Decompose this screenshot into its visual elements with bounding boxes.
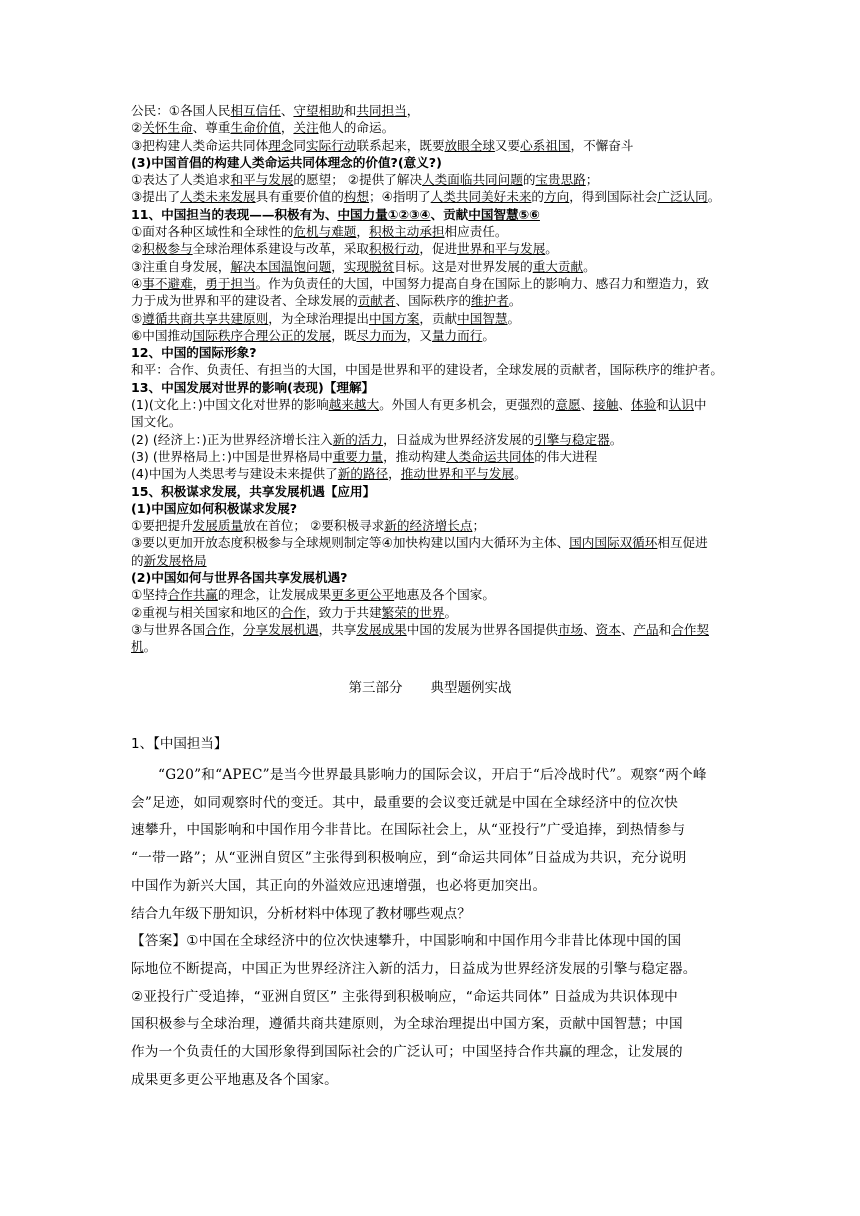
- underlined-keyword: 和平与发展: [230, 172, 294, 188]
- note-text: 。外国人有更多机会，更强烈的: [379, 397, 556, 413]
- note-text: (2) (经济上：)正为世界经济增长注入: [131, 431, 333, 447]
- note-line: [131, 119, 731, 136]
- note-text: ⑤: [131, 310, 143, 326]
- note-text: ；④指明了: [368, 189, 431, 205]
- notes-section: [131, 102, 731, 656]
- note-text: 。: [444, 604, 458, 620]
- underlined-keyword: 国际秩序合理公正的发展: [192, 327, 332, 343]
- note-text: ③与世界各国: [131, 621, 206, 637]
- note-text: 具有重要价值的: [255, 189, 344, 205]
- underlined-keyword: 勇于担当: [205, 275, 256, 291]
- material-line: “一带一路”；从“亚洲自贸区”主张得到积极响应，到“命运共同体”日益成为共识，充分说明: [131, 850, 687, 867]
- question-prompt: 结合九年级下册知识，分析材料中体现了教材哪些观点？: [131, 905, 471, 922]
- note-line: [131, 102, 731, 119]
- underlined-keyword: 发展质量: [192, 518, 244, 534]
- note-line: [131, 137, 731, 154]
- underlined-keyword: 共同担当: [356, 103, 407, 118]
- underlined-keyword: 新的路径: [337, 466, 389, 482]
- underlined-keyword: 量力而行: [431, 327, 483, 343]
- note-text: 。: [507, 310, 521, 326]
- note-text: 。: [545, 241, 558, 257]
- note-text: 他人的命运。: [318, 120, 395, 136]
- note-text: (2)中国如何与世界各国共享发展机遇?: [131, 570, 348, 586]
- note-text: 相应责任。: [444, 224, 508, 240]
- note-text: 的: [531, 189, 544, 205]
- underlined-keyword: 世界和平与发展: [457, 241, 546, 257]
- note-text: ，日益成为世界经济发展的: [383, 431, 535, 447]
- note-line: [131, 465, 731, 482]
- note-text: ③要以更加开放态度积极参与全球规则制定等④加快构建以国内大循环为主体、: [131, 535, 570, 551]
- note-text: ②: [131, 241, 143, 257]
- note-line: [131, 431, 731, 448]
- underlined-keyword: 维护者: [471, 293, 509, 309]
- note-text: ，: [192, 275, 206, 291]
- note-text: 同: [293, 137, 307, 153]
- note-text: 的愿望； ②提供了解决: [293, 172, 423, 188]
- underlined-keyword: 繁荣的世界: [381, 604, 445, 620]
- underlined-keyword: 分享发展机遇: [243, 621, 319, 637]
- underlined-keyword: 关注: [293, 120, 319, 136]
- note-text: ，: [331, 258, 344, 274]
- note-text: 中: [693, 397, 707, 413]
- underlined-keyword: 广泛认同: [657, 189, 708, 205]
- note-text: ①面对各种区域性和全球性的: [131, 224, 294, 240]
- note-text: (4)中国为人类思考与建设未来提供了: [131, 466, 338, 482]
- answer-line: 国积极参与全球治理，遵循共商共建原则，为全球治理提出中国方案，贡献中国智慧；中国: [131, 1016, 683, 1033]
- question-title: 1、【中国担当】: [131, 736, 228, 752]
- part-name: 典型题例实战: [430, 680, 512, 696]
- answer-line: 作为一个负责任的大国形象得到国际社会的广泛认可；中国坚持合作共赢的理念，让发展的: [131, 1044, 683, 1061]
- note-text: 的理念，让发展成果: [217, 587, 332, 603]
- note-text: 中国的发展为世界各国提供: [406, 621, 558, 637]
- note-text: (3) (世界格局上：)中国是世界格局中: [131, 448, 333, 464]
- underlined-keyword: 机: [131, 639, 144, 655]
- note-text: 联系起来，既要: [356, 137, 445, 153]
- underlined-keyword: 新的经济增长点: [384, 518, 473, 534]
- note-text: (1)(文化上：)中国文化对世界的影响: [131, 397, 329, 413]
- note-text: 15、积极谋求发展，共享发展机遇【应用】: [131, 483, 376, 499]
- underlined-keyword: 人类命运共同体: [446, 448, 535, 464]
- note-text: ⑥中国推动: [131, 327, 193, 343]
- underlined-keyword: 积极行动: [368, 241, 420, 257]
- note-text: ①坚持: [131, 587, 168, 603]
- material-line: 速攀升，中国影响和中国作用今非昔比。在国际社会上，从“亚投行”广受追捧，到热情参与: [131, 822, 686, 839]
- underlined-keyword: 中国方案: [368, 310, 420, 326]
- note-text: 。: [583, 258, 596, 274]
- note-text: 和平：合作、负责任、有担当的大国，中国是世界和平的建设者，全球发展的贡献者，国际秩序的维护者。: [131, 362, 723, 378]
- section-heading-line: [131, 344, 731, 361]
- note-text: 国文化。: [131, 414, 182, 430]
- note-text: 。: [514, 466, 527, 482]
- underlined-keyword: 理念: [268, 137, 294, 153]
- note-text: 12、中国的国际形象?: [131, 345, 257, 361]
- answer-line: 【答案】①中国在全球经济中的位次快速攀升，中国影响和中国作用今非昔比体现中国的国: [131, 933, 682, 950]
- underlined-keyword: 更多更公平: [331, 587, 395, 603]
- section-heading-line: [131, 154, 731, 171]
- underlined-keyword: 实际行动: [306, 137, 357, 153]
- note-line: [131, 604, 731, 621]
- note-text: ，不懈奋斗: [570, 137, 634, 153]
- note-line: [131, 223, 731, 240]
- note-text: (3)中国首倡的构建人类命运共同体理念的价值?(意义?): [131, 154, 442, 170]
- note-text: 。作为负责任的大国，中国努力提高自身在国际上的影响力、感召力和塑造力，致: [255, 275, 710, 291]
- note-line: [131, 586, 731, 603]
- note-text: 。: [482, 327, 495, 343]
- note-text: ；: [585, 172, 599, 188]
- underlined-keyword: 积极主动承担: [368, 224, 445, 240]
- note-text: 全球治理体系建设与改革，采取: [192, 241, 369, 257]
- underlined-keyword: 人类未来发展: [180, 189, 256, 205]
- part-three-heading: [0, 679, 860, 697]
- note-text: 、: [580, 397, 594, 413]
- underlined-keyword: 合作: [205, 621, 231, 637]
- note-text: 、尊重: [192, 120, 231, 136]
- note-text: ，促进: [419, 241, 458, 257]
- note-line: [131, 534, 731, 551]
- material-line: “G20”和“APEC”是当今世界最具影响力的国际会议，开启于“后冷战时代”。观察“两个峰: [158, 767, 707, 783]
- underlined-keyword: 人类面临共同问题: [422, 172, 523, 188]
- note-line: [131, 258, 731, 275]
- section-heading-line: [131, 500, 731, 517]
- underlined-keyword: 贡献者: [357, 293, 396, 309]
- note-text: 。: [508, 293, 522, 309]
- section-heading-line: [131, 379, 731, 396]
- underlined-keyword: 推动世界和平与发展: [400, 466, 515, 482]
- note-text: ，共享: [318, 621, 357, 637]
- underlined-keyword: 国内国际双循环: [569, 535, 658, 551]
- note-text: 的: [131, 552, 144, 568]
- underlined-keyword: 合作契: [671, 621, 710, 637]
- section-heading-line: [131, 569, 731, 586]
- answer-paragraph: [131, 928, 731, 1094]
- underlined-keyword: 守望相助: [293, 103, 344, 118]
- note-text: 、: [583, 621, 596, 637]
- answer-label: 【答案】: [131, 933, 187, 950]
- note-text: ，: [230, 621, 244, 637]
- note-text: ，推动构建: [383, 448, 447, 464]
- note-line: [131, 413, 731, 430]
- note-text: 的伟大进程: [534, 448, 598, 464]
- underlined-keyword: 方向: [544, 189, 570, 205]
- note-text: (1)中国应如何积极谋求发展?: [131, 500, 298, 516]
- note-text: 、: [618, 397, 631, 413]
- note-text: 地惠及各个国家。: [394, 587, 495, 603]
- note-line: [131, 327, 731, 344]
- underlined-keyword: 认识: [668, 397, 694, 413]
- underlined-keyword: 实现脱贫: [343, 258, 395, 274]
- note-line: [131, 188, 731, 205]
- note-line: [131, 638, 731, 655]
- note-text: 11、中国担当的表现——积极有为、: [131, 206, 338, 222]
- note-text: ，又: [406, 327, 432, 343]
- note-text: 的: [522, 172, 536, 188]
- answer-line: 成果更多更公平地惠及各个国家。: [131, 1071, 338, 1088]
- note-line: [131, 396, 731, 413]
- note-text: ③把构建人类命运共同体: [131, 137, 269, 153]
- underlined-keyword: 解决本国温饱问题: [230, 258, 332, 274]
- underlined-keyword: 新的活力: [332, 431, 384, 447]
- note-line: [131, 292, 731, 309]
- underlined-keyword: 产品: [633, 621, 659, 637]
- note-text: ，贡献: [419, 310, 458, 326]
- note-text: 、: [280, 103, 294, 118]
- note-line: [131, 275, 731, 292]
- underlined-keyword: 市场: [557, 621, 584, 637]
- note-text: ①表达了人类追求: [131, 172, 231, 188]
- underlined-keyword: 中国力量①②③④: [337, 206, 431, 222]
- note-text: ，: [280, 120, 294, 136]
- underlined-keyword: 相互信任: [230, 103, 281, 118]
- underlined-keyword: 资本: [595, 621, 621, 637]
- note-text: 。: [707, 189, 721, 205]
- answer-line: ②亚投行广受追捧，“亚洲自贸区” 主张得到积极响应，“命运共同体” 日益成为共识体现中: [131, 988, 678, 1005]
- underlined-keyword: 尽力而为: [356, 327, 407, 343]
- note-text: ，得到国际社会: [569, 189, 658, 205]
- note-text: ，: [356, 224, 369, 240]
- note-text: 、: [620, 621, 634, 637]
- underlined-keyword: 积极参与: [142, 241, 193, 257]
- material-line: 会”足迹，如同观察时代的变迁。其中，最重要的会议变迁就是中国在全球经济中的位次快: [131, 794, 679, 811]
- underlined-keyword: 合作: [280, 604, 307, 620]
- note-line: [131, 171, 731, 188]
- underlined-keyword: 引擎与稳定器: [534, 431, 610, 447]
- underlined-keyword: 心系祖国: [520, 137, 571, 153]
- underlined-keyword: 人类共同美好未来: [430, 189, 532, 205]
- note-text: 和: [656, 397, 669, 413]
- note-text: ；: [472, 518, 486, 534]
- underlined-keyword: 发展成果: [356, 621, 407, 637]
- note-text: 、贡献: [430, 206, 469, 222]
- note-line: [131, 517, 731, 534]
- note-text: 。: [609, 431, 623, 447]
- material-line: 中国作为新兴大国，其正向的外溢效应迅速增强，也必将更加突出。: [131, 877, 547, 894]
- note-line: [131, 552, 731, 569]
- underlined-keyword: 新发展格局: [143, 552, 207, 568]
- note-text: 和: [343, 103, 357, 118]
- part-number: 第三部分: [348, 680, 403, 696]
- underlined-keyword: 意愿: [555, 397, 581, 413]
- underlined-keyword: 遵循共商共享共建原则: [142, 310, 269, 326]
- underlined-keyword: 构想: [343, 189, 369, 205]
- note-line: [131, 621, 731, 638]
- note-text: ①要把提升: [131, 518, 193, 534]
- underlined-keyword: 关怀生命: [142, 120, 193, 136]
- underlined-keyword: 中国智慧⑤⑥: [468, 206, 540, 222]
- note-text: ，致力于共建: [306, 604, 382, 620]
- underlined-keyword: 放眼全球: [444, 137, 495, 153]
- note-text: 又要: [494, 137, 521, 153]
- underlined-keyword: 中国智慧: [457, 310, 508, 326]
- underlined-keyword: 合作共赢: [167, 587, 218, 603]
- note-text: ④: [131, 275, 143, 291]
- note-text: 公民：①各国人民: [131, 103, 231, 118]
- underlined-keyword: 宝贵思路: [535, 172, 586, 188]
- section-heading-line: [131, 483, 731, 500]
- note-text: ，既: [331, 327, 357, 343]
- material-paragraph: [131, 762, 731, 901]
- note-text: 和: [658, 621, 672, 637]
- underlined-keyword: 生命价值: [230, 120, 281, 136]
- note-text: 目标。这是对世界发展的: [394, 258, 533, 274]
- note-text: ②重视与相关国家和地区的: [131, 604, 281, 620]
- note-text: ③注重自身发展，: [131, 258, 231, 274]
- section-heading-line: [131, 206, 731, 223]
- note-text: ，为全球治理提出: [268, 310, 369, 326]
- answer-line: 际地位不断提高，中国正为世界经济注入新的活力，日益成为世界经济发展的引擎与稳定器。: [131, 960, 697, 977]
- note-text: 放在首位； ②要积极寻求: [243, 518, 385, 534]
- note-text: 力于成为世界和平的建设者、全球发展的: [131, 293, 358, 309]
- underlined-keyword: 体验: [630, 397, 657, 413]
- underlined-keyword: 越来越大: [328, 397, 380, 413]
- note-text: ③提出了: [131, 189, 181, 205]
- note-text: ，: [406, 103, 420, 118]
- underlined-keyword: 重大贡献: [532, 258, 584, 274]
- note-text: ，: [388, 466, 401, 482]
- underlined-keyword: 事不避难: [142, 275, 193, 291]
- note-text: 13、中国发展对世界的影响(表现)【理解】: [131, 379, 375, 395]
- note-text: 、国际秩序的: [395, 293, 472, 309]
- note-text: ②: [131, 120, 143, 136]
- note-line: [131, 361, 731, 378]
- underlined-keyword: 接触: [593, 397, 619, 413]
- note-text: 。: [143, 639, 157, 655]
- underlined-keyword: 危机与难题: [293, 224, 357, 240]
- note-text: 相互促进: [657, 535, 708, 551]
- note-line: [131, 240, 731, 257]
- note-line: [131, 310, 731, 327]
- example-question-section: [131, 734, 731, 1094]
- note-line: [131, 448, 731, 465]
- underlined-keyword: 重要力量: [332, 448, 384, 464]
